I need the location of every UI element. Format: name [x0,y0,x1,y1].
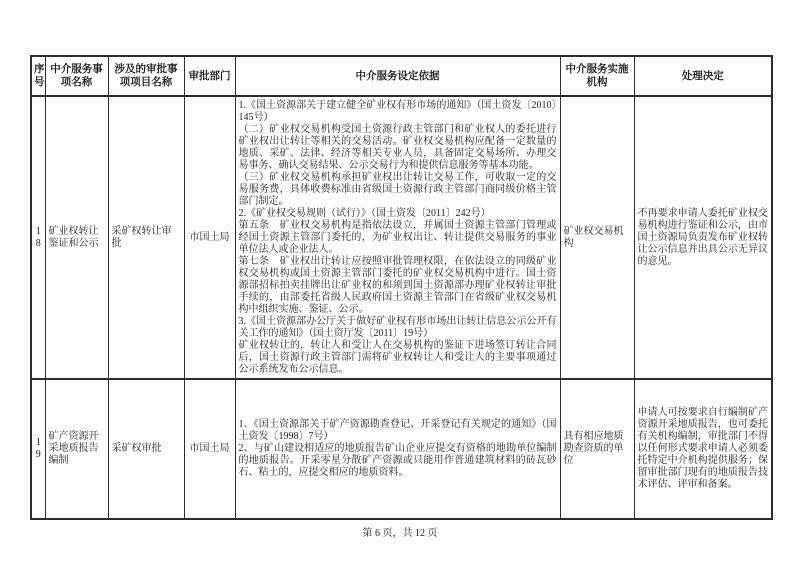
header-service-name: 中介服务事项名称 [45,56,108,96]
cell-department: 市国土局 [184,96,235,379]
cell-approval-item: 采矿权审批 [108,379,184,519]
header-basis: 中介服务设定依据 [235,56,560,96]
cell-decision: 不再要求申请人委托矿业权交易机构进行鉴证和公示，由市国土资源局负责发布矿业权转让公示信息并出具公示无异议的意见。 [634,96,772,379]
cell-approval-item: 采矿权转让审批 [108,96,184,379]
basis-paragraph: 第七条 矿业权出让转让应按照审批管理权限，在依法设立的同级矿业权交易机构或国土资源主管部门委托的矿业权交易机构中进行。国土资源部招标拍卖挂牌出让矿业权的和须到国土资源部办理矿业权转让审批手续的，由部委托省级人民政府国土资源主管部门在省级矿业权交易机构中组织实施、鉴证、公示。 [238,255,557,315]
cell-basis [235,379,560,519]
header-decision: 处理决定 [634,56,772,96]
basis-paragraph: 2、与矿山建设相适应的地质报告矿山企业应提交有资格的地勘单位编制的地质报告。开采零星分散矿产资源或只能用作普通建筑材料的砖瓦砂石、粘土的，应提交相应的地质资料。 [238,443,557,478]
header-agency: 中介服务实施机构 [560,56,634,96]
cell-decision: 申请人可按要求自行编制矿产资源开采地质报告，也可委托有关机构编制，审批部门不得以任何形式要求申请人必须委托特定中介机构提供服务；保留审批部门现有的地质报告技术评估、评审和备案。 [634,379,772,519]
intermediary-service-table [30,55,773,520]
basis-paragraph: （三）矿业权交易机构承担矿业权出让转让交易工作，可收取一定的交易服务费，具体收费标准由省级国土资源行政主管部门商同级价格主管部门制定。 [238,171,557,207]
header-no: 序号 [31,56,45,96]
cell-agency: 矿业权交易机构 [560,96,634,379]
basis-paragraph-list [239,100,557,376]
cell-agency: 具有相应地质勘查资质的单位 [560,379,634,519]
basis-paragraph: 1、《国土资源部关于矿产资源勘查登记、开采登记有关规定的通知》（国土资发〔1998〕7号） [238,419,557,442]
header-department: 审批部门 [184,56,235,96]
table-header-row [31,56,772,96]
basis-paragraph: （二）矿业权交易机构受国土资源行政主管部门和矿业权人的委托进行矿业权出让转让等相关的交易活动。矿业权交易机构应配备一定数量的地质、采矿、法律、经济等相关专业人员，具备固定交易场所、办理交易事务、确认交易结果、公示交易行为和提供信息服务等基本功能。 [238,123,557,171]
basis-paragraph: 2.《矿业权交易规则（试行）》（国土资发〔2011〕242号） [238,207,491,219]
basis-paragraph: 1.《国土资源部关于建立健全矿业权有形市场的通知》（国土资发〔2010〕145号） [238,99,557,123]
cell-serial-no: 18 [31,96,45,379]
table-row-19 [31,379,772,519]
table-row-18 [31,96,772,379]
header-approval-item: 涉及的审批事项项目名称 [108,56,184,96]
page-number: 第 6 页，共 12 页 [362,528,438,539]
basis-paragraph-list [239,419,557,479]
basis-paragraph: 第五条 矿业权交易机构是指依法设立，并属国土资源主管部门管理或经国土资源主管部门委托的，为矿业权出让、转让提供交易服务的事业单位法人或企业法人。 [238,219,557,255]
cell-department: 市国土局 [184,379,235,519]
cell-service-name: 矿业权转让鉴证和公示 [45,96,108,379]
cell-basis [235,96,560,379]
cell-service-name: 矿产资源开采地质报告编制 [45,379,108,519]
basis-paragraph: 矿业权转让的，转让人和受让人在交易机构的鉴证下进场签订转让合同后，国土资源行政主管部门需将矿业权转让人和受让人的主要事项通过公示系统发布公示信息。 [238,339,557,375]
basis-paragraph: 3.《国土资源部办公厅关于做好矿业权有形市场出让转让信息公示公开有关工作的通知》（国土资厅发〔2011〕19号） [238,315,557,339]
cell-serial-no: 19 [31,379,45,519]
